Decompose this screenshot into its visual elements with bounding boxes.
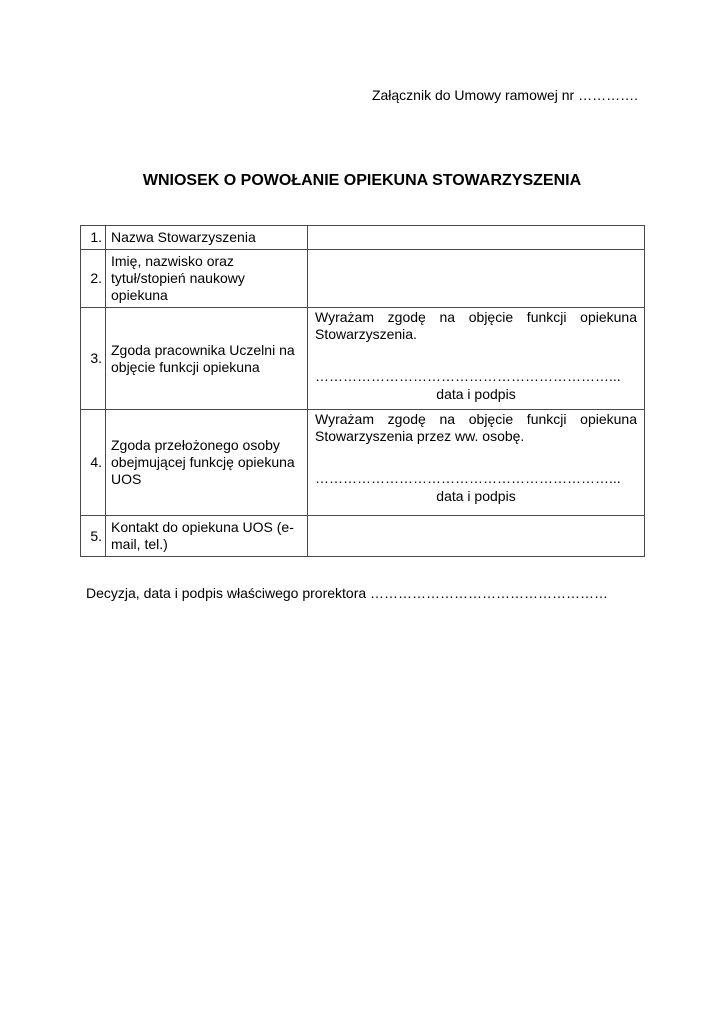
row-number: 4. <box>81 410 106 516</box>
signature-label: data i podpis <box>436 386 516 402</box>
signature-line: ………………………………………………………... <box>315 470 621 486</box>
signature-line: ………………………………………………………... <box>315 368 621 384</box>
document-title: WNIOSEK O POWOŁANIE OPIEKUNA STOWARZYSZENIA <box>142 172 582 189</box>
decision-signature-line: Decyzja, data i podpis właściwego prorektora …………………………………………… <box>86 585 609 601</box>
table-row <box>81 410 645 516</box>
row-number: 1. <box>81 226 106 250</box>
attachment-reference: Załącznik do Umowy ramowej nr …………. <box>371 87 638 103</box>
consent-text: Wyrażam zgodę na objęcie funkcji opiekuna Stowarzyszenia przez ww. osobę. <box>315 411 637 444</box>
row-label: Zgoda przełożonego osoby obejmującej funkcję opiekuna UOS <box>106 410 308 516</box>
supervisor-name-field[interactable] <box>308 250 645 308</box>
supervisor-consent-cell[interactable] <box>308 410 645 516</box>
row-number: 5. <box>81 516 106 557</box>
contact-field[interactable] <box>308 516 645 557</box>
table-row <box>81 516 645 557</box>
row-label: Nazwa Stowarzyszenia <box>106 226 308 250</box>
association-name-field[interactable] <box>308 226 645 250</box>
consent-text: Wyrażam zgodę na objęcie funkcji opiekuna Stowarzyszenia. <box>315 309 637 342</box>
table-row <box>81 308 645 410</box>
signature-label: data i podpis <box>436 488 516 504</box>
employee-consent-cell[interactable] <box>308 308 645 410</box>
application-form-table <box>80 225 645 557</box>
row-label: Imię, nazwisko oraz tytuł/stopień naukowy opiekuna <box>106 250 308 308</box>
table-row <box>81 250 645 308</box>
row-number: 2. <box>81 250 106 308</box>
row-label: Kontakt do opiekuna UOS (e-mail, tel.) <box>106 516 308 557</box>
table-row <box>81 226 645 250</box>
row-label: Zgoda pracownika Uczelni na objęcie funkcji opiekuna <box>106 308 308 410</box>
row-number: 3. <box>81 308 106 410</box>
